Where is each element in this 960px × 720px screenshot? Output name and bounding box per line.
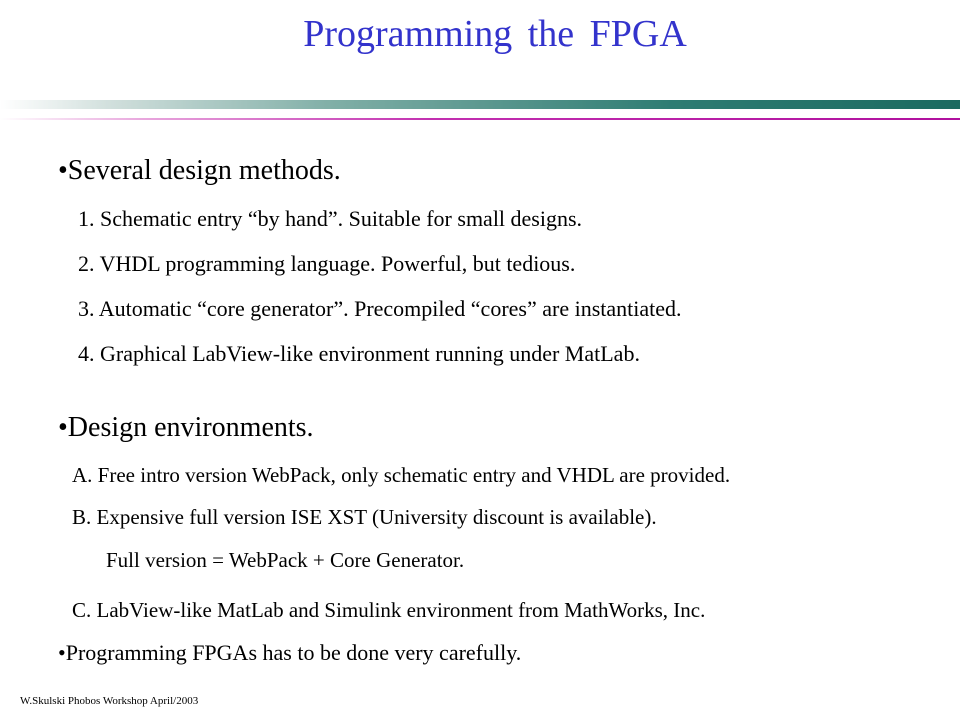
closing-note: •Programming FPGAs has to be done very carefully. — [58, 640, 522, 665]
environment-item-b: B. Expensive full version ISE XST (University discount is available). — [72, 505, 657, 529]
environment-item-c: C. LabView-like MatLab and Simulink environment from MathWorks, Inc. — [72, 598, 706, 622]
method-item-3: 3. Automatic “core generator”. Precompiled “cores” are instantiated. — [78, 296, 682, 321]
method-item-2: 2. VHDL programming language. Powerful, but tedious. — [78, 251, 576, 276]
slide-title: Programming the FPGA — [303, 13, 687, 55]
title-rule-bar — [0, 100, 960, 109]
design-methods-heading: •Several design methods. — [58, 155, 341, 186]
title-rule-line — [0, 118, 960, 120]
method-item-4: 4. Graphical LabView-like environment running under MatLab. — [78, 341, 640, 366]
environment-item-a: A. Free intro version WebPack, only schematic entry and VHDL are provided. — [72, 463, 731, 487]
environment-item-b-detail: Full version = WebPack + Core Generator. — [106, 548, 465, 572]
method-item-1: 1. Schematic entry “by hand”. Suitable for small designs. — [78, 206, 583, 231]
design-environments-heading: •Design environments. — [58, 412, 314, 443]
slide-footer: W.Skulski Phobos Workshop April/2003 — [20, 695, 199, 707]
